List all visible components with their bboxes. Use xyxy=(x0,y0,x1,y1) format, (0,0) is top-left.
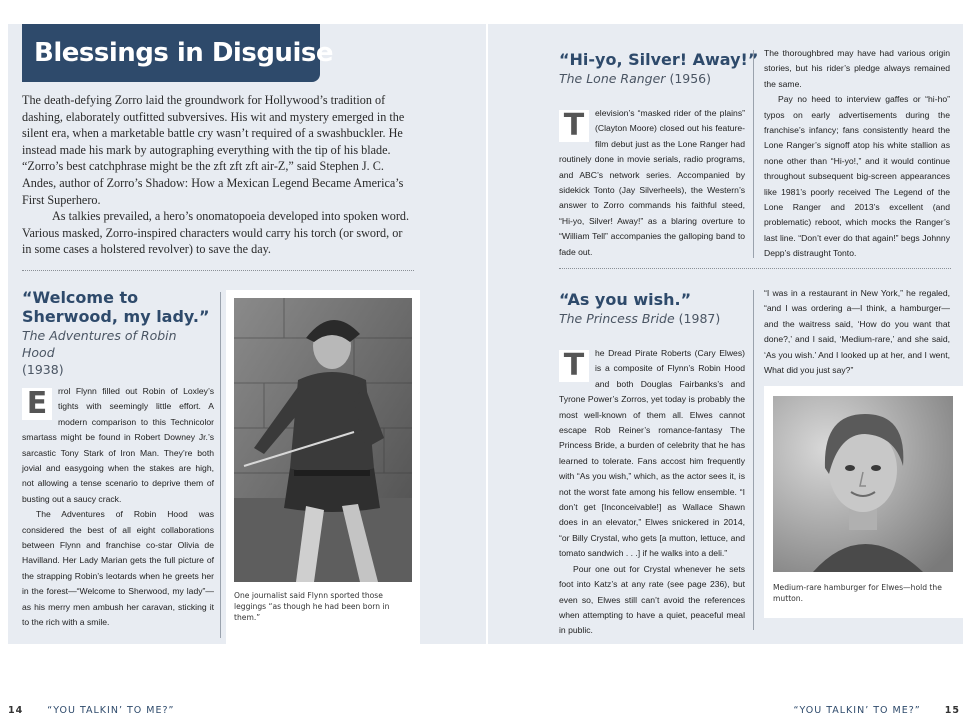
column-rule xyxy=(753,50,754,258)
section-heading-robin-hood: “Welcome to Sherwood, my lady.” xyxy=(22,288,210,326)
body-paragraph-1: elevision’s “masked rider of the plains” (Clayton Moore) closed out his feature-film debut just as the Lone Ranger had routinely done in movie serials, radio programs, and ABC’s network series. Accompanied by sidekick Tonto (Jay Silverheels), the Western’s answer to Zorro commands his faithful steed, “Hi-yo, Silver! Away!” as a blaring overture to “William Tell” accompanies the galloping band to fade out. xyxy=(559,108,745,257)
drop-cap: E xyxy=(22,388,52,420)
film-year: (1938) xyxy=(22,362,64,377)
spread-gutter xyxy=(486,24,488,644)
film-year: (1956) xyxy=(669,71,712,86)
drop-cap: T xyxy=(559,350,589,382)
column-rule xyxy=(220,292,221,638)
elwes-caption: Medium-rare hamburger for Elwes—hold the mutton. xyxy=(773,583,942,603)
book-spread xyxy=(8,24,963,644)
left-page xyxy=(8,24,478,644)
lone-ranger-subhead xyxy=(559,70,759,87)
robin-hood-photo-frame xyxy=(226,290,420,644)
column-rule xyxy=(753,290,754,630)
section-divider xyxy=(559,268,951,269)
running-head-left: “YOU TALKIN’ TO ME?” xyxy=(47,705,175,716)
section-heading-princess-bride: “As you wish.” xyxy=(559,290,692,309)
body-paragraph-2: Pour one out for Crystal whenever he sets foot into Katz’s at any rate (see page 236), but even so, Elwes still can’t avoid the references when attempting to have a quiet, peaceful meal in public. xyxy=(559,563,745,636)
lone-ranger-body-right xyxy=(764,46,950,262)
section-divider xyxy=(22,270,414,271)
running-head-right: “YOU TALKIN’ TO ME?” xyxy=(793,705,921,716)
elwes-photo-frame xyxy=(764,386,964,618)
robin-hood-caption: One journalist said Flynn sported those leggings “as though he had been born in them.” xyxy=(234,591,390,622)
lone-ranger-body-left xyxy=(559,106,745,260)
intro-text xyxy=(22,92,414,258)
right-page xyxy=(493,24,963,644)
body-paragraph-1: rrol Flynn filled out Robin of Loxley’s tights with seemingly little effort. A modern comparison to this Technicolor smartass might be found in Robert Downey Jr.’s sarcastic Tony Stark of Iron Man. They’re both jovial and easygoing when the stakes are high, not allowing a tense scenario to deprive them of busting out a saucy crack. xyxy=(22,386,214,504)
robin-hood-photo xyxy=(234,298,412,582)
princess-bride-subhead xyxy=(559,310,759,327)
robin-hood-body xyxy=(22,384,214,631)
right-footer xyxy=(794,705,960,716)
princess-bride-body-left xyxy=(559,346,745,639)
chapter-banner xyxy=(22,24,333,82)
body-paragraph-3: Pay no heed to interview gaffes or “hi-ho” typos on early advertisements during the franchise’s infancy; fans consistently heard the Lone Ranger’s signoff atop his white stallion as none other than “Hi-yo!,” and it would continue throughout subsequent big-screen appearances like 1981’s poorly received The Legend of the Lone Ranger and 2013’s excellent (and problematic) reboot, which mocks the Ranger’s last line. “Don’t ever do that again!” begs Johnny Depp’s distraught Tonto. xyxy=(764,94,950,259)
princess-bride-body-right xyxy=(764,286,950,378)
body-paragraph-2: The Adventures of Robin Hood was considered the best of all eight collaborations between Flynn and franchise co-star Olivia de Havilland. Her Lady Marian gets the full picture of the strapping Robin’s leotards when he greets her in the forest—“Welcome to Sherwood, my lady”—as his merry men ambush her caravan, sticking it to the rich with a smile. xyxy=(22,509,214,628)
body-paragraph-2: The thoroughbred may have had various origin stories, but his rider’s pledge always remained the same. xyxy=(764,48,950,89)
body-paragraph-3: “I was in a restaurant in New York,” he regaled, “and I was ordering a—I think, a hamburger—and the waitress said, ‘How do you want that done?,’ and I said, ‘Medium-rare,’ and she said, ‘As you wish.’ And I looked up at her, and I went, What did you just say?” xyxy=(764,288,950,376)
intro-paragraph-1: The death-defying Zorro laid the groundwork for Hollywood’s tradition of dashing, elaborately outfitted subversives. His wit and mystery emerged in the silent era, when a marketable battle cry wasn’t required of a swashbuckler. He instead made his mark by autographing everything with the tip of his blade. “Zorro’s best catchphrase might be the zft zft zft air-Z,” said Stephen J. C. Andes, author of Zorro’s Shadow: How a Mexican Legend Became America’s First Superhero. xyxy=(22,93,405,207)
elwes-photo xyxy=(773,396,953,572)
film-year: (1987) xyxy=(678,311,721,326)
page-number-left: 14 xyxy=(8,705,24,716)
film-title: The Princess Bride xyxy=(559,311,675,326)
body-paragraph-1: he Dread Pirate Roberts (Cary Elwes) is a composite of Flynn’s Robin Hood and both Douglas Fairbanks’s and Tyrone Power’s Zorros, yet today is probably the most well-known of them all. Elwes cannot escape Rob Reiner’s romance-fantasy The Princess Bride, a burden of celebrity that he has learned to tolerate. Fans accost him frequently with “As you wish,” which, as the actor sees it, is not the worst fate among his fellow ensemble. “I don’t get [Inconceivable!] as Wallace Shawn does in an elevator,” Elwes snickered in 2014, “or Billy Crystal, who gets [a mutton, lettuce, and tomato sandwich . . .] if he walks into a deli.” xyxy=(559,348,745,559)
drop-cap: T xyxy=(559,110,589,142)
film-title: The Adventures of Robin Hood xyxy=(22,328,177,360)
section-subhead xyxy=(22,327,212,378)
chapter-title: Blessings in Disguise xyxy=(34,38,333,68)
left-footer xyxy=(8,705,174,716)
intro-paragraph-2: As talkies prevailed, a hero’s onomatopoeia developed into spoken word. Various masked, Zorro-inspired characters would carry his torch (or sword, or in some cases a holstered revolver) to save the day. xyxy=(22,209,410,257)
section-heading-lone-ranger: “Hi-yo, Silver! Away!” xyxy=(559,50,759,69)
film-title: The Lone Ranger xyxy=(559,71,666,86)
page-number-right: 15 xyxy=(944,705,960,716)
